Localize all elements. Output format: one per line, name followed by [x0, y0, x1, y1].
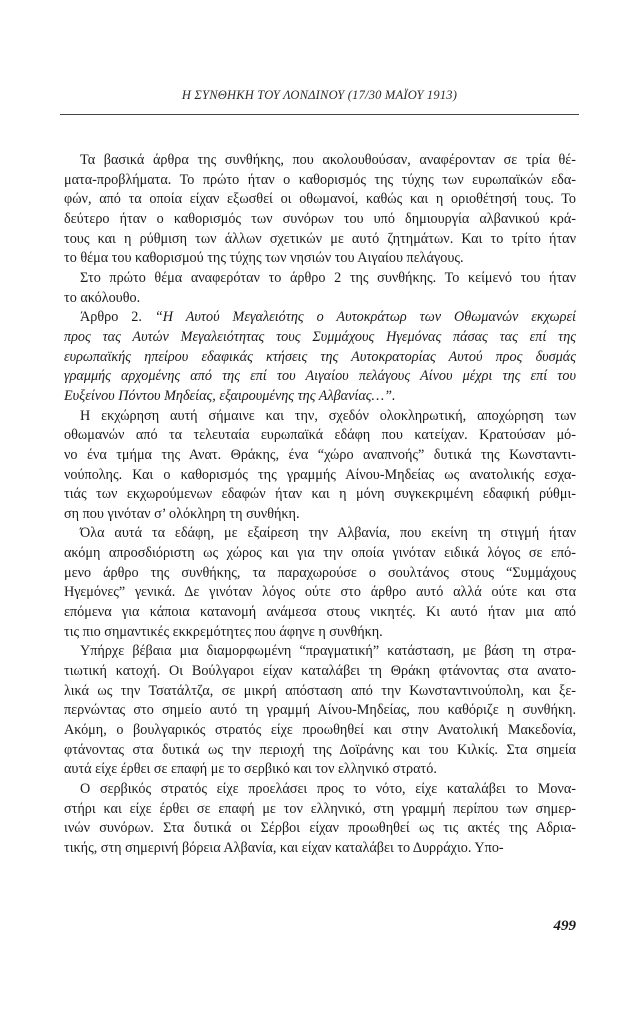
text-line: αυτά είχε έρθει σε επαφή με το σερβικό και τον ελληνικό στρατό. [64, 761, 437, 778]
paragraph [64, 151, 576, 269]
text-line: προς τας Αυτών Μεγαλειότητας τους Συμμάχους Ηγεμόνας πάσας τας επί της [64, 328, 576, 345]
paragraph [64, 269, 576, 308]
running-header: Η ΣΥΝΘΗΚΗ ΤΟΥ ΛΟΝΔΙΝΟΥ (17/30 ΜΑΪΟΥ 1913) [181, 88, 458, 102]
text-line: τους και η ρύθμιση των άλλων σχετικών με αυτό ζητημάτων. Και το τρίτο ήταν [64, 230, 576, 247]
paragraph [64, 407, 576, 525]
text-line: ση που γινόταν σ’ ολόκληρη τη συνθήκη. [64, 505, 300, 522]
text-line: στήρι και είχε έρθει σε επαφή με τον ελληνικό, στη γραμμή περίπου των σημερ- [64, 800, 576, 817]
text-line: τιωτική κατοχή. Οι Βούλγαροι είχαν καταλάβει τη Θράκη φτάνοντας στα ανατο- [64, 663, 576, 680]
paragraph [64, 642, 576, 780]
text-line: φτάνοντας στα δυτικά ως την περιοχή της Δοϊράνης και του Κιλκίς. Στα σημεία [64, 741, 576, 758]
text-line: τικής, στη σημερινή βόρεια Αλβανία, και είχαν καταλάβει το Δυρράχιο. Υπο- [64, 839, 504, 856]
text-line: το ακόλουθο. [64, 289, 141, 306]
text-line: Στο πρώτο θέμα αναφερόταν το άρθρο 2 της συνθήκης. Το κείμενό του ήταν [80, 269, 576, 286]
text-line: επόμενα για κάποια κατανομή ανάμεσα στους νικητές. Κι αυτό ήταν μια από [64, 604, 576, 621]
text-line: λικά ως την Τσατάλτζα, σε μικρή απόσταση από την Κωνσταντινούπολη, και ξε- [64, 682, 576, 699]
text-line: νο ένα τμήμα της Ανατ. Θράκης, ένα “χώρο αναπνοής” δυτικά της Κωνσταντι- [64, 446, 576, 463]
text-line: Ακόμη, ο βουλγαρικός στρατός είχε προωθηθεί και στην Ανατολική Μακεδονία, [64, 722, 576, 739]
paragraph [64, 780, 576, 859]
text-line: Υπήρχε βέβαια μια διαμορφωμένη “πραγματική” κατάσταση, με βάση τη στρα- [80, 643, 576, 660]
body-text [64, 151, 576, 859]
page-number: 499 [553, 918, 576, 934]
text-line: Η εκχώρηση αυτή σήμαινε και την, σχεδόν ολοκληρωτική, αποχώρηση των [80, 407, 576, 424]
text-line: Ο σερβικός στρατός είχε προελάσει προς το νότο, είχε καταλάβει το Μονα- [80, 781, 576, 797]
text-line: τις πιο σημαντικές εκκρεμότητες που άφηνε η συνθήκη. [64, 623, 383, 640]
paragraph [64, 524, 576, 642]
text-line: Ευξείνου Πόντου Μηδείας, εξαιρουμένης της Αλβανίας…”. [64, 387, 396, 404]
text-line: ευρωπαϊκής ηπείρου εδαφικάς κτήσεις της Αυτοκρατορίας Αυτού προς δυσμάς [64, 348, 576, 365]
text-line: Ηγεμόνες” γενικά. Δε γινόταν λόγος ούτε στο άρθρο αυτό αλλά ούτε και στα [64, 584, 576, 601]
text-line: φών, από τα οποία είχαν εξωσθεί οι οθωμανοί, καθώς και η οριοθέτησή τους. Το [64, 191, 576, 208]
text-line: νούπολης. Και ο καθορισμός της γραμμής Αίνου-Μηδείας ως ανατολικής εσχα- [64, 466, 576, 483]
text-line: περνώντας στο σημείο αυτό τη γραμμή Αίνου-Μηδείας, που καθόριζε η συνθήκη. [64, 702, 576, 719]
text-line: το θέμα του καθορισμού της τύχης των νησιών του Αιγαίου πελάγους. [64, 250, 464, 267]
text-line: ινών συνόρων. Στα δυτικά οι Σέρβοι είχαν προωθηθεί ως τις ακτές της Αδρια- [64, 820, 576, 837]
text-line: ακόμη απροσδιόριστη ως χώρος και για την οποία γινόταν ειδικά λόγος σε επό- [64, 545, 576, 562]
header-rule [60, 114, 579, 115]
text-line: ματα-προβλήματα. Το πρώτο ήταν ο καθορισμός της τύχης των ευρωπαϊκών εδα- [64, 171, 576, 188]
text-line: γραμμής αρχομένης από της επί του Αιγαίου πελάγους Αίνου μέχρι της επί του [64, 368, 576, 385]
text-line: μενο άρθρο της συνθήκης, τα παραχωρούσε ο σουλτάνος στους “Συμμάχους [64, 564, 576, 581]
text-line: Άρθρο 2. “Η Αυτού Μεγαλειότης ο Αυτοκράτωρ των Οθωμανών εκχωρεί [80, 309, 576, 326]
text-line: δεύτερο ήταν ο καθορισμός των συνόρων του υπό δημιουργία αλβανικού κρά- [64, 210, 576, 227]
text-line: οθωμανών από τα τελευταία ευρωπαϊκά εδάφη που κατείχαν. Κρατούσαν μό- [64, 427, 576, 444]
text-line: Όλα αυτά τα εδάφη, με εξαίρεση την Αλβανία, που εκείνη τη στιγμή ήταν [80, 525, 576, 542]
text-line: τιάς των εκχωρούμενων εδαφών ήταν και η μόνη συγκεκριμένη εδαφική ρύθμι- [64, 486, 576, 503]
text-line: Τα βασικά άρθρα της συνθήκης, που ακολουθούσαν, αναφέρονταν σε τρία θέ- [80, 152, 576, 168]
paragraph [64, 308, 576, 406]
